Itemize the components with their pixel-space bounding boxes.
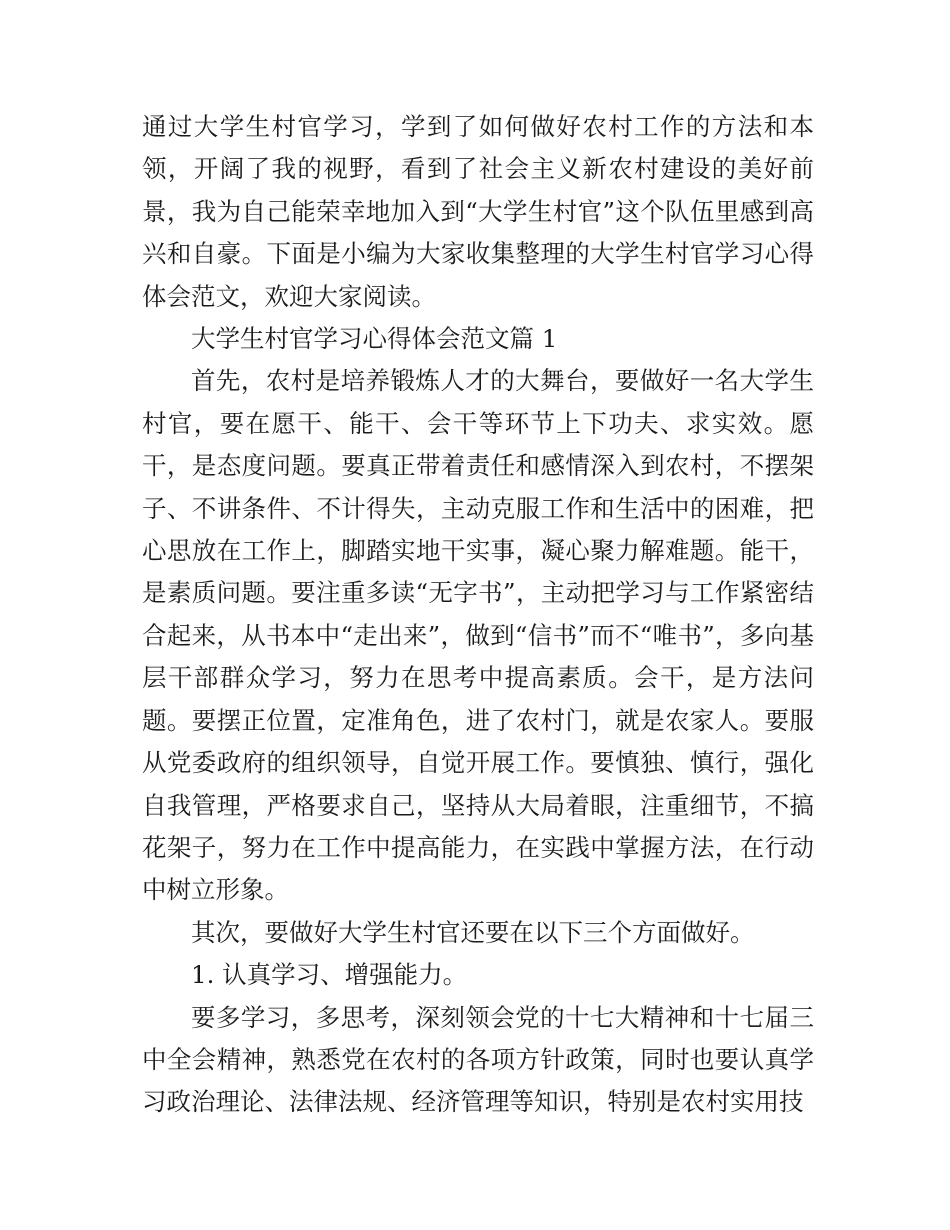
section-heading: 大学生村官学习心得体会范文篇 1 bbox=[191, 324, 558, 354]
body-paragraph-first: 首先，农村是培养锻炼人才的大舞台，要做好一名大学生村官，要在愿干、能干、会干等环节上下功夫、求实效。愿干，是态度问题。要真正带着责任和感情深入到农村，不摆架子、不讲条件、不计得失，主动克服工作和生活中的困难，把心思放在工作上，脚踏实地干实事，凝心聚力解难题。能干，是素质问题。要注重多读“无字书”，主动把学习与工作紧密结合起来，从书本中“走出来”，做到“信书”而不“唯书”，多向基层干部群众学习，努力在思考中提高素质。会干，是方法问题。要摆正位置，定准角色，进了农村门，就是农家人。要服从党委政府的组织领导，自觉开展工作。要慎独、慎行，强化自我管理，严格要求自己，坚持从大局着眼，注重细节，不搞花架子，努力在工作中提高能力，在实践中掌握方法，在行动中树立形象。 bbox=[142, 366, 814, 905]
body-paragraph-study: 要多学习，多思考，深刻领会党的十七大精神和十七届三中全会精神，熟悉党在农村的各项方针政策，同时也要认真学习政治理论、法律法规、经济管理等知识，特别是农村实用技 bbox=[142, 1002, 814, 1117]
intro-paragraph: 通过大学生村官学习，学到了如何做好农村工作的方法和本领，开阔了我的视野，看到了社会主义新农村建设的美好前景，我为自己能荣幸地加入到“大学生村官”这个队伍里感到高兴和自豪。下面是小编为大家收集整理的大学生村官学习心得体会范文，欢迎大家阅读。 bbox=[142, 112, 814, 311]
numbered-item-1: 1. 认真学习、增强能力。 bbox=[191, 960, 468, 990]
body-paragraph-second: 其次，要做好大学生村官还要在以下三个方面做好。 bbox=[191, 917, 755, 947]
document-body bbox=[142, 106, 814, 1124]
